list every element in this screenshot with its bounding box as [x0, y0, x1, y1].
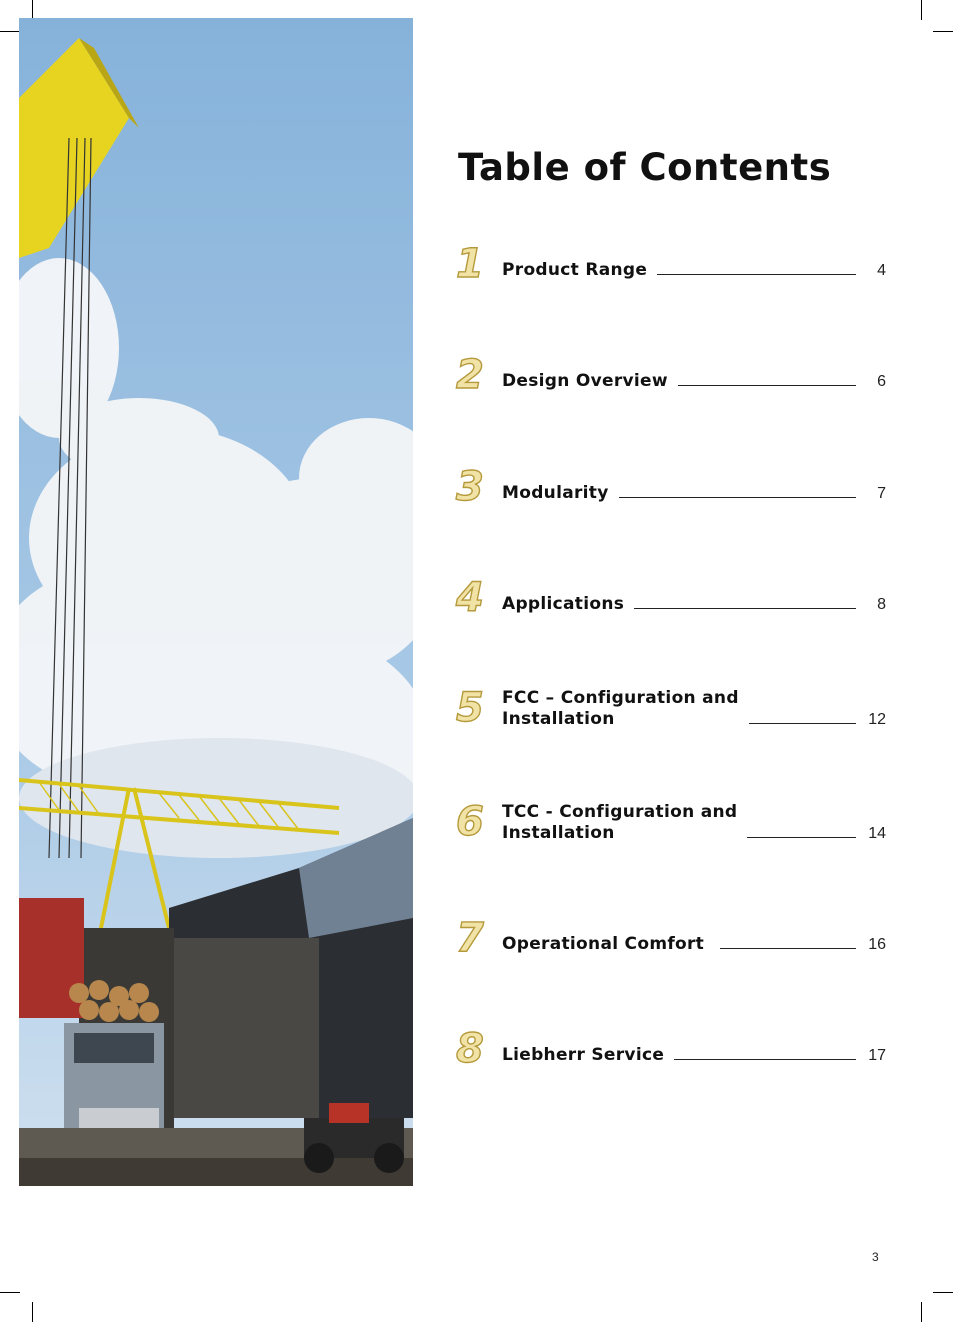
crop-mark [933, 1292, 953, 1293]
leader-line [674, 1058, 856, 1060]
chapter-number: 3 [456, 464, 484, 510]
chapter-page: 17 [868, 1047, 886, 1064]
crop-mark [0, 1292, 20, 1293]
chapter-number: 5 [456, 685, 484, 731]
chapter-title: FCC – Configuration and Installation [502, 688, 739, 729]
chapter-number: 8 [456, 1026, 484, 1072]
toc-entry-tcc-configuration[interactable] [456, 799, 886, 862]
chapter-title: Liebherr Service [502, 1045, 665, 1065]
chapter-page: 6 [877, 373, 886, 390]
toc-entry-operational-comfort[interactable] [456, 915, 886, 978]
page-number: 3 [872, 1250, 879, 1264]
chapter-title: Product Range [502, 260, 648, 280]
crop-mark [933, 31, 953, 32]
crop-mark [921, 0, 922, 20]
crop-mark [921, 1302, 922, 1322]
leader-line [657, 273, 856, 275]
toc-entry-design-overview[interactable] [456, 352, 886, 415]
chapter-number: 4 [456, 575, 484, 621]
page-title: Table of Contents [458, 146, 832, 189]
leader-line [749, 722, 856, 724]
crop-mark [32, 0, 33, 20]
chapter-number: 2 [456, 352, 484, 398]
chapter-title: Design Overview [502, 371, 668, 391]
leader-line [678, 384, 856, 386]
leader-line [720, 947, 856, 949]
toc-entry-liebherr-service[interactable] [456, 1026, 886, 1089]
chapter-number: 7 [456, 915, 484, 961]
toc-entry-applications[interactable] [456, 575, 886, 638]
toc-entry-product-range[interactable] [456, 241, 886, 304]
crop-mark [32, 1302, 33, 1322]
chapter-page: 12 [868, 711, 886, 728]
leader-line [634, 607, 856, 609]
chapter-title: Applications [502, 594, 625, 614]
toc-entry-fcc-configuration[interactable] [456, 685, 886, 748]
chapter-page: 7 [877, 485, 886, 502]
chapter-title: Modularity [502, 483, 609, 503]
chapter-number: 1 [456, 241, 484, 287]
leader-line [747, 836, 856, 838]
crop-mark [0, 31, 20, 32]
leader-line [619, 496, 856, 498]
cover-photo [19, 18, 413, 1186]
chapter-number: 6 [456, 799, 484, 845]
chapter-page: 4 [877, 262, 886, 279]
chapter-title: Operational Comfort [502, 934, 705, 954]
toc-entry-modularity[interactable] [456, 464, 886, 527]
chapter-page: 14 [868, 825, 886, 842]
chapter-page: 8 [877, 596, 886, 613]
chapter-page: 16 [868, 936, 886, 953]
chapter-title: TCC - Configuration and Installation [502, 802, 738, 843]
